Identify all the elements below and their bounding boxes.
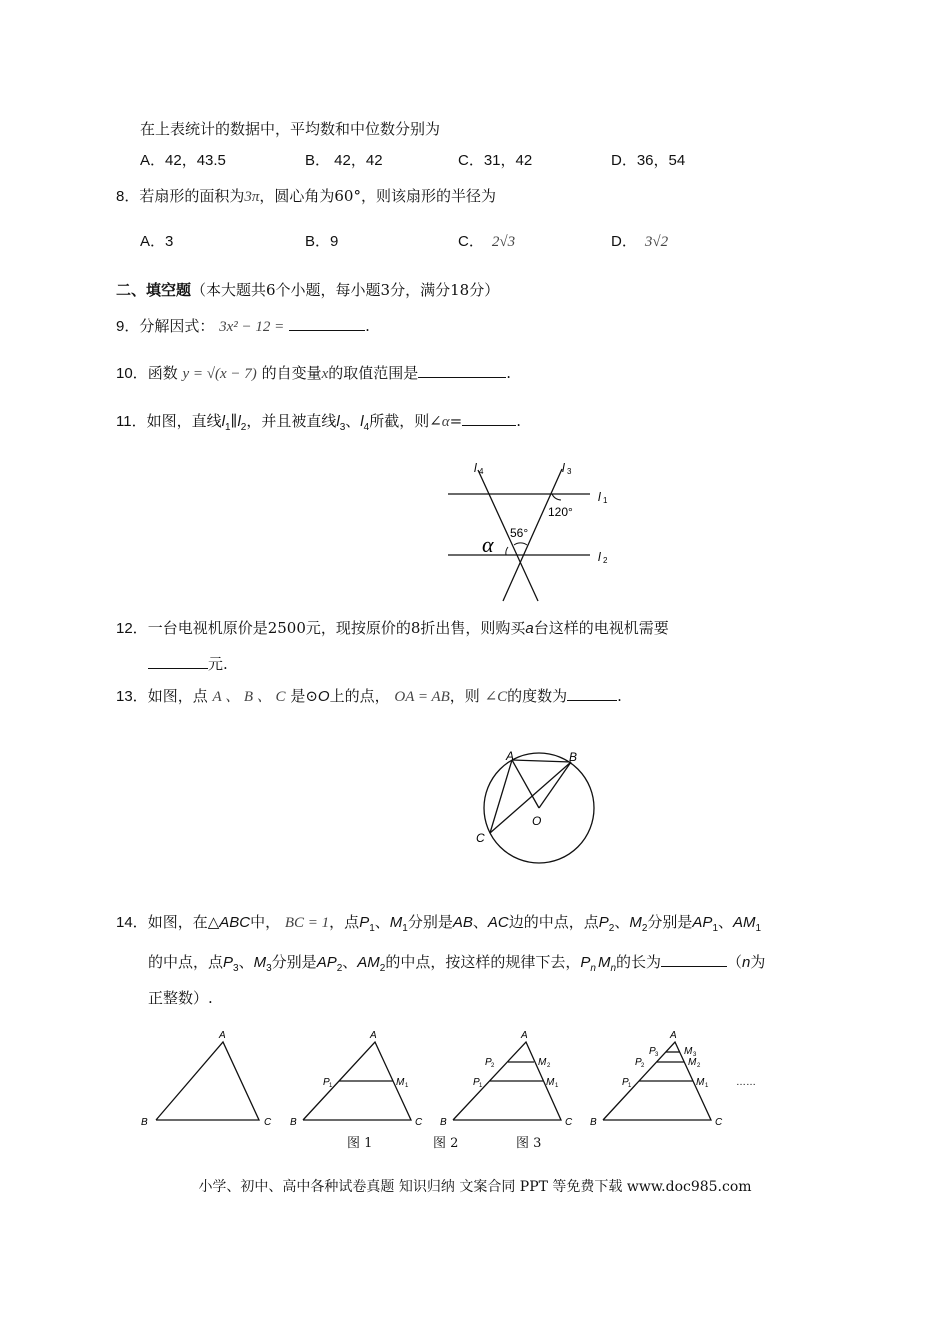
q14-line1: 14．如图，在△ABC中， BC = 1，点$P_1$、$M_1$分别是AB、AC边的中点，点$P_2$、$M_2$分别是$AP_1$、$AM_1$ [116,913,762,934]
q12-answer-blank [148,652,208,669]
label-l1-sub: 1 [603,496,608,505]
label-alpha: α [482,532,494,557]
t1-label-m-sub: 1 [405,1083,409,1089]
label-l3-sub: 3 [567,467,572,476]
q7-option-c: C．31，42 [458,152,533,169]
t1-label-c: C [415,1117,423,1128]
label-l4-sub: 4 [479,467,484,476]
t3-label-b: B [590,1117,597,1128]
t2-label-m2: M [538,1057,547,1068]
q11-answer-blank [462,409,516,426]
t3-label-a: A [670,1030,677,1041]
t3-label-m2-sub: 2 [697,1063,701,1069]
t3-label-m1: M [696,1077,705,1088]
t2-label-b: B [440,1117,447,1128]
angle-arc-alpha [506,547,508,555]
t2-label-m2-sub: 2 [547,1063,551,1069]
angle-arc-56 [514,543,527,545]
label-l2-sub: 2 [603,556,608,565]
q14-figures [130,1022,780,1132]
t2-label-p2-sub: 2 [491,1063,495,1069]
q14-line3: 正整数）. [148,989,213,1007]
label-56: 56° [510,526,529,540]
fig-label-2: 图 2 [433,1136,459,1151]
t2-label-c: C [565,1117,573,1128]
angle-arc-120 [552,494,561,500]
label-120: 120° [548,505,573,519]
t3-label-p2: P [635,1057,642,1068]
t0-label-b: B [141,1117,148,1128]
t2-label-p1-sub: 1 [479,1083,483,1089]
t1-label-b: B [290,1117,297,1128]
chord-bc [490,762,571,833]
q12-line2: 元. [148,652,228,674]
t0-label-c: C [264,1117,272,1128]
t2-label-p1: P [473,1077,480,1088]
triangle-original [141,1030,272,1128]
label-a: A [506,749,515,763]
t1-label-a: A [370,1030,377,1041]
q8-option-c: C． 2√3 [458,233,516,250]
t1-label-p: P [323,1077,330,1088]
t2-label-m1: M [546,1077,555,1088]
q11-figure [440,455,620,605]
t2-label-m1-sub: 1 [555,1083,559,1089]
t3-label-m3-sub: 3 [693,1052,697,1058]
chord-ab [512,760,571,762]
q13-answer-blank [567,684,617,701]
t3-label-p3: P [649,1046,656,1057]
label-l3: l [562,461,565,475]
q7-option-a: A．42，43.5 [140,152,226,169]
fig-label-1: 图 1 [347,1136,373,1151]
q9: 9．分解因式： 3x² − 12 = . [116,314,370,337]
section-2-heading: 二、填空题（本大题共6个小题，每小题3分，满分18分） [116,281,500,299]
q8-option-a: A．3 [140,233,174,250]
t3-label-c: C [715,1117,723,1128]
q12-line1: 12．一台电视机原价是2500元，现按原价的8折出售，则购买a台这样的电视机需要 [116,619,669,637]
label-l4: l [474,461,477,475]
q14-answer-blank [661,950,727,967]
q9-answer-blank [289,314,365,331]
t0-label-a: A [219,1030,226,1041]
triangle-fig3 [590,1030,723,1128]
ellipsis: …… [736,1077,756,1088]
label-l1: l [598,490,601,504]
fig-label-3: 图 3 [516,1136,542,1151]
label-l2: l [598,550,601,564]
q14-line2: 的中点，点$P_3$、$M_3$分别是$AP_2$、$AM_2$的中点，按这样的规律下去，$P_n$ $M_n$的长为 （n为 [148,950,765,979]
q7-option-d: D．36，54 [611,152,686,169]
triangle-0 [156,1042,259,1120]
q7-stem: 在上表统计的数据中，平均数和中位数分别为 [140,120,441,138]
q13-figure [470,745,610,870]
t3-label-p1: P [622,1077,629,1088]
t3-label-m3: M [684,1046,693,1057]
q8-option-d: D． 3√2 [611,233,669,250]
q7-option-b: B． 42，42 [305,152,383,169]
chord-ac [490,760,512,833]
q11: 11．如图，直线$l_1\parallel l_2$，并且被直线$l_3$、$l_4$所截，则∠α= . [116,409,521,438]
t1-label-m: M [396,1077,405,1088]
t2-label-p2: P [485,1057,492,1068]
label-b: B [569,750,578,764]
t3-label-m1-sub: 1 [705,1083,709,1089]
triangle-fig1 [290,1030,423,1128]
t1-label-p-sub: 1 [329,1083,333,1089]
label-o: O [532,814,542,828]
t3-label-p2-sub: 2 [641,1063,645,1069]
label-c: C [476,831,485,845]
q13: 13．如图，点 A 、 B 、 C 是⊙O上的点， OA = AB，则 ∠C的度数为 . [116,684,622,707]
triangle-fig2 [440,1030,573,1128]
t3-label-m2: M [688,1057,697,1068]
q10-answer-blank [418,361,506,378]
t3-label-p1-sub: 1 [628,1083,632,1089]
q8-stem: 8．若扇形的面积为3π，圆心角为60°，则该扇形的半径为 [116,187,496,205]
q10: 10．函数 y = √(x − 7) 的自变量x的取值范围是 . [116,361,511,384]
q8-option-b: B．9 [305,233,339,250]
t2-label-a: A [521,1030,528,1041]
t3-label-p3-sub: 3 [655,1052,659,1058]
footer-banner: 小学、初中、高中各种试卷真题 知识归纳 文案合同 PPT 等免费下载 www.doc985.com [198,1179,752,1195]
segment-ao [512,760,539,808]
